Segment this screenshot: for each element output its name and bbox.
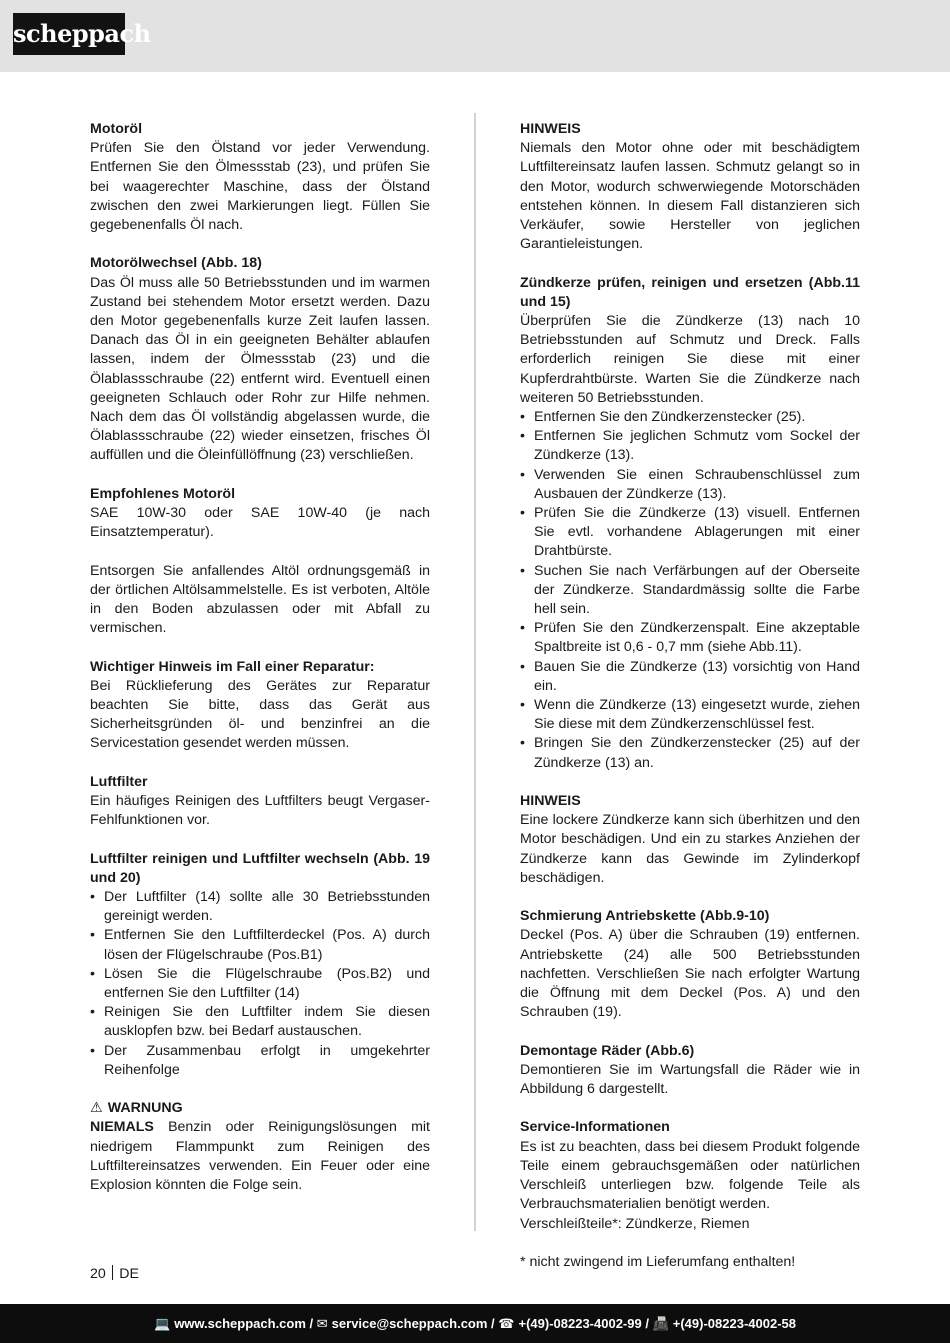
section-motoroel [90,120,430,235]
section-text: Niemals den Motor ohne oder mit beschädigtem Luftfiltereinsatz laufen lassen. Schmutz gelangt so in den Motor, wodurch schwerwiegende Motorschäden entstehen können. In diesem Fall distanzieren sich Verkäufer, sowie Hersteller von jeglichen Garantieleistungen. [520,140,860,253]
section-empfohlenes-oel [90,485,430,543]
section-text: Bei Rücklieferung des Gerätes zur Reparatur beachten Sie bitte, dass das Gerät aus Sicherheitsgründen öl- und benzinfrei an die Servicestation gesendet werden müssen. [90,677,430,752]
footer-phone: +(49)-08223-4002-99 / [518,1316,649,1331]
wear-parts-text: Verschleißteile*: Zündkerze, Riemen [520,1215,750,1232]
list-item: • Suchen Sie nach Verfärbungen auf der Oberseite der Zündkerze. Standardmässig sollte die Farbe hell sein. [520,562,860,620]
page-number [90,1265,139,1284]
scheppach-logo: scheppach [13,13,125,55]
list-item: • Bauen Sie die Zündkerze (13) vorsichtig von Hand ein. [520,658,860,696]
section-reparatur [90,658,430,754]
section-title: Wichtiger Hinweis im Fall einer Reparatur: [90,658,375,675]
section-text: Ein häufiges Reinigen des Luftfilters beugt Vergaser-Fehlfunktionen vor. [90,793,430,829]
section-text: Das Öl muss alle 50 Betriebsstunden und im warmen Zustand bei stehendem Motor ersetzt werden. Dazu den Motor gegebenenfalls kurze Zeit laufen lassen. Danach das Öl in ein geeigneten Behälter ablaufen lassen, indem der Ölmessstab (23) und die Ölablassschraube (22) entfernt wird. Eventuell einen geeigneten Schlauch oder Rohr zur Hilfe nehmen. Nach dem das Öl vollständig abgelassen wurde, die Ölablassschraube (22) wieder einsetzen, frisches Öl auffüllen und die Öleinfüllöffnung (23) verschließen. [90,274,430,464]
section-entsorgung [90,562,430,639]
bullet-list [90,888,430,1080]
section-title: Motorölwechsel (Abb. 18) [90,255,262,272]
section-title: Schmierung Antriebskette (Abb.9-10) [520,908,770,925]
footer-bar [0,1304,950,1343]
list-item: • Der Zusammenbau erfolgt in umgekehrter Reihenfolge [90,1042,430,1080]
warning-lead: NIEMALS [90,1119,154,1136]
warning-heading [90,1099,430,1118]
list-item: • Verwenden Sie einen Schraubenschlüssel zum Ausbauen der Zündkerze (13). [520,466,860,504]
section-luftfilter [90,773,430,831]
list-item: • Bringen Sie den Zündkerzenstecker (25) auf der Zündkerze (13) an. [520,734,860,772]
section-text: Entsorgen Sie anfallendes Altöl ordnungsgemäß in der örtlichen Altölsammelstelle. Es ist verboten, Altöle in den Boden abzulassen oder mit Abfall zu vermischen. [90,562,430,637]
section-text: Demontieren Sie im Wartungsfall die Räder wie in Abbildung 6 dargestellt. [520,1061,860,1098]
section-text: Prüfen Sie den Ölstand vor jeder Verwendung. Entfernen Sie den Ölmessstab (23), und prüfen Sie bei waagerechter Maschine, dass der Ölstand zwischen den zwei Markierungen liegt. Füllen Sie gegebenenfalls Öl nach. [90,140,430,234]
section-demontage [520,1042,860,1100]
warning-text [90,1118,430,1195]
right-column [520,120,860,1272]
fax-icon: 📠 [652,1316,669,1331]
computer-icon: 💻 [154,1316,171,1331]
section-text: Es ist zu beachten, dass bei diesem Produkt folgende Teile einem gebrauchsgemäßen oder natürlichen Verschleiß unterliegen bzw. folgende Teile als Verbrauchsmaterialien benötigt werden. [520,1138,860,1213]
header-bar [0,0,950,72]
section-title: Zündkerze prüfen, reinigen und ersetzen (Abb.11 und 15) [520,274,860,310]
page-separator [112,1265,114,1280]
list-item: • Wenn die Zündkerze (13) eingesetzt wurde, ziehen Sie diese mit dem Zündkerzenschlüssel fest. [520,696,860,734]
list-item: • Entfernen Sie den Luftfilterdeckel (Pos. A) durch lösen der Flügelschraube (Pos.B1) [90,926,430,964]
section-schmierung [520,907,860,1022]
list-item: • Der Luftfilter (14) sollte alle 30 Betriebsstunden gereinigt werden. [90,888,430,926]
section-text: Deckel (Pos. A) über die Schrauben (19) entfernen. Antriebskette (24) alle 500 Betriebsstunden nachfetten. Verschließen Sie nach erfolgter Wartung die Öffnung mit dem Deckel (Pos. A) und den Schrauben (19). [520,927,860,1021]
footer-website[interactable]: www.scheppach.com / [174,1316,314,1331]
phone-icon: ☎ [498,1316,515,1331]
section-hinweis-zuendkerze [520,792,860,888]
section-title: Service-Informationen [520,1119,670,1136]
section-oelwechsel [90,254,430,465]
mail-icon: ✉ [316,1316,328,1331]
left-column [90,120,430,1214]
list-item: • Reinigen Sie den Luftfilter indem Sie diesen ausklopfen bzw. bei Bedarf austauschen. [90,1003,430,1041]
section-text: Überprüfen Sie die Zündkerze (13) nach 10 Betriebsstunden auf Schmutz und Dreck. Falls erforderlich reinigen Sie diese mit einer Kupferdrahtbürste. Warten Sie die Zündkerze nach weiteren 50 Betriebsstunden. [520,313,860,406]
section-zuendkerze [520,274,860,773]
section-title: Luftfilter reinigen und Luftfilter wechseln (Abb. 19 und 20) [90,850,430,886]
page-number-value: 20 [90,1266,106,1282]
section-title: HINWEIS [520,793,581,810]
list-item: • Entfernen Sie den Zündkerzenstecker (25). [520,408,860,427]
section-text: SAE 10W-30 oder SAE 10W-40 (je nach Einsatztemperatur). [90,505,430,541]
warning-triangle-icon: ⚠ [90,1100,103,1117]
footnote: * nicht zwingend im Lieferumfang enthalten! [520,1253,796,1270]
list-item: • Prüfen Sie die Zündkerze (13) visuell. Entfernen Sie evtl. vorhandene Ablagerungen mit einer Drahtbürste. [520,504,860,562]
column-divider [474,113,476,1231]
footer-email[interactable]: service@scheppach.com / [331,1316,495,1331]
footer-fax: +(49)-08223-4002-58 [672,1316,796,1331]
warning-body: Benzin oder Reinigungslösungen mit niedrigem Flammpunkt zum Reinigen des Luftfiltereinsatzes verwenden. Ein Feuer oder eine Explosion könnten die Folge sein. [90,1119,430,1194]
language-code: DE [119,1266,139,1282]
warning-title: WARNUNG [107,1100,183,1117]
section-service [520,1118,860,1233]
section-title: Motoröl [90,121,143,137]
section-hinweis-luftfilter [520,120,860,254]
list-item: • Lösen Sie die Flügelschraube (Pos.B2) und entfernen Sie den Luftfilter (14) [90,965,430,1003]
section-title: Empfohlenes Motoröl [90,485,236,502]
list-item: • Entfernen Sie jeglichen Schmutz vom Sockel der Zündkerze (13). [520,427,860,465]
section-title: Luftfilter [90,773,148,790]
section-luftfilter-wechseln [90,850,430,1080]
list-item: • Prüfen Sie den Zündkerzenspalt. Eine akzeptable Spaltbreite ist 0,6 - 0,7 mm (siehe Abb.11). [520,619,860,657]
section-title: Demontage Räder (Abb.6) [520,1042,695,1059]
section-warnung [90,1099,430,1195]
bullet-list [520,408,860,773]
section-title: HINWEIS [520,121,581,137]
section-text: Eine lockere Zündkerze kann sich überhitzen und den Motor beschädigen. Und ein zu starkes Anziehen der Zündkerze kann das Gewinde im Zylinderkopf beschädigen. [520,812,860,886]
